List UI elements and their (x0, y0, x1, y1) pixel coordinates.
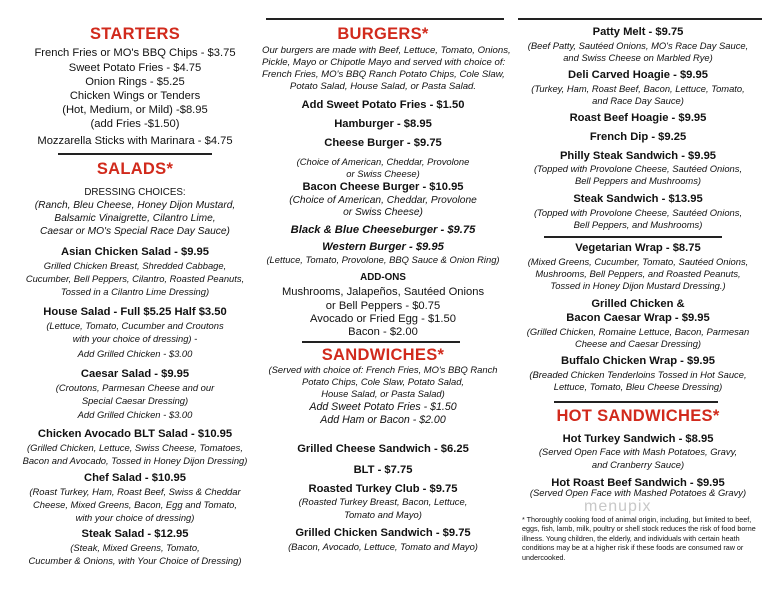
menu-item: House Salad - Full $5.25 Half $3.50 (43, 306, 227, 318)
sandwiches-intro: House Salad, or Pasta Salad) (321, 388, 445, 399)
menu-item: Chicken Avocado BLT Salad - $10.95 (37, 428, 233, 440)
item-description: (Grilled Chicken, Lettuce, Swiss Cheese, Tomatoes, (27, 442, 243, 453)
item-description: Tossed in a Cilantro Lime Dressing) (60, 286, 210, 297)
menu-item: Caesar Salad - $9.95 (80, 368, 190, 380)
divider (554, 401, 718, 403)
item-description: and Cranberry Sauce) (591, 459, 685, 470)
item-description: (Croutons, Parmesan Cheese and our (55, 382, 215, 393)
item-description: Bell Peppers and Mushrooms) (574, 175, 702, 186)
item-description: (Beef Patty, Sautéed Onions, MO's Race Day Sauce, (527, 40, 749, 51)
divider (302, 341, 460, 343)
divider (58, 153, 212, 155)
item-description: Special Caesar Dressing) (81, 395, 189, 406)
item-description: (Roasted Turkey Breast, Bacon, Lettuce, (298, 496, 468, 507)
menu-item: Add Sweet Potato Fries - $1.50 (301, 99, 465, 111)
menu-item: French Fries or MO's BBQ Chips - $3.75 (34, 47, 236, 59)
addon-item: Avocado or Fried Egg - $1.50 (310, 313, 456, 325)
divider (544, 236, 722, 238)
menu-item: Western Burger - $9.95 (322, 241, 444, 253)
item-description: (Choice of American, Cheddar, Provolone (296, 156, 470, 167)
item-description: (Breaded Chicken Tenderloins Tossed in Hot Sauce, (529, 369, 747, 380)
item-description: with your choice of dressing) (75, 512, 195, 523)
item-description: Cheese and Caesar Dressing) (574, 338, 702, 349)
starters-heading: STARTERS (89, 25, 181, 43)
item-description: and Swiss Cheese on Marbled Rye) (563, 52, 713, 63)
item-description: (Mixed Greens, Cucumber, Tomato, Sautéed Onions, (527, 256, 749, 267)
menu-item: French Dip - $9.25 (589, 131, 687, 143)
menu-item: (add Fries -$1.50) (90, 118, 180, 130)
menu-item: Chicken Wings or Tenders (69, 90, 201, 102)
menu-item: Vegetarian Wrap - $8.75 (575, 242, 701, 254)
item-description: Cucumber, Bell Peppers, Cilantro, Roasted Peanuts, (25, 273, 245, 284)
sandwiches-addon: Add Ham or Bacon - $2.00 (320, 414, 446, 426)
menu-item: (Hot, Medium, or Mild) -$8.95 (62, 104, 208, 116)
item-description: (Served Open Face with Mash Potatoes, Gravy, (538, 446, 738, 457)
menu-item: Black & Blue Cheeseburger - $9.75 (290, 224, 476, 236)
menu-item: Grilled Cheese Sandwich - $6.25 (297, 443, 469, 455)
item-description: (Lettuce, Tomato, Provolone, BBQ Sauce & Onion Ring) (266, 254, 500, 265)
menu-item: Sweet Potato Fries - $4.75 (68, 62, 202, 74)
item-description: Lettuce, Tomato, Bleu Cheese Dressing) (553, 381, 723, 392)
salads-heading: SALADS* (96, 160, 174, 178)
menu-item: Patty Melt - $9.75 (592, 26, 684, 38)
item-description: Cheese, Mixed Greens, Bacon, Egg and Tomato, (33, 499, 237, 510)
dressing-list: Caesar or MO's Special Race Day Sauce) (40, 226, 230, 237)
burgers-intro: French Fries, MO's BBQ Ranch Potato Chips, Cole Slaw, (262, 69, 505, 80)
divider (266, 18, 504, 20)
menu-item: Grilled Chicken & (591, 298, 685, 310)
item-description: (Topped with Provolone Cheese, Sautéed Onions, (533, 163, 743, 174)
item-description: (Steak, Mixed Greens, Tomato, (70, 542, 200, 553)
burgers-intro: Potato Salad, House Salad, or Pasta Salad. (289, 81, 477, 92)
sandwiches-intro: Potato Chips, Cole Slaw, Potato Salad, (301, 376, 465, 387)
hot-sandwiches-heading: HOT SANDWICHES* (556, 407, 720, 425)
menu-item: Hot Turkey Sandwich - $8.95 (562, 433, 714, 445)
item-description: (Turkey, Ham, Roast Beef, Bacon, Lettuce, Tomato, (531, 83, 745, 94)
menu-item: Philly Steak Sandwich - $9.95 (559, 150, 717, 162)
addons-heading: ADD-ONS (360, 272, 406, 283)
menu-item: Asian Chicken Salad - $9.95 (61, 246, 209, 258)
menu-item: Bacon Caesar Wrap - $9.95 (566, 312, 710, 324)
item-description: Bell Peppers, and Mushrooms) (573, 219, 703, 230)
item-description: (Roast Turkey, Ham, Roast Beef, Swiss & Cheddar (29, 486, 241, 497)
menu-item: Deli Carved Hoagie - $9.95 (568, 69, 708, 81)
item-description: Add Grilled Chicken - $3.00 (77, 409, 193, 420)
menu-item: Hamburger - $8.95 (334, 118, 432, 130)
burgers-intro: Our burgers are made with Beef, Lettuce, Tomato, Onions, (262, 45, 511, 56)
item-description: or Swiss Cheese) (346, 168, 420, 179)
food-safety-footnote: * Thoroughly cooking food of animal origin, including, but limited to beef, eggs, fish, lamb, milk, poultry or shell stock reduces the risk of food borne illness. Young children, the elderly, and individuals with certain heath conditions may be at a higher risk if these foods are consumed raw or undercooked. (522, 515, 756, 562)
burgers-intro: Pickle, Mayo or Chipotle Mayo and served with choice of: (262, 57, 506, 68)
item-description: (Lettuce, Tomato, Cucumber and Croutons (46, 320, 224, 331)
menu-item: Bacon Cheese Burger - $10.95 (302, 181, 464, 193)
item-description: Tomato and Mayo) (344, 509, 422, 520)
item-description: and Race Day Sauce) (592, 95, 684, 106)
item-description: (Grilled Chicken, Romaine Lettuce, Bacon, Parmesan (526, 326, 750, 337)
sandwiches-intro: (Served with choice of: French Fries, MO's BBQ Ranch (268, 364, 498, 375)
addon-item: Bacon - $2.00 (348, 326, 418, 338)
menu-item: Steak Salad - $12.95 (81, 528, 189, 540)
item-description: Bacon and Avocado, Tossed in Honey Dijon Dressing) (22, 455, 248, 466)
divider (518, 18, 762, 20)
addon-item: Mushrooms, Jalapeños, Sautéed Onions (281, 286, 485, 298)
sandwiches-addon: Add Sweet Potato Fries - $1.50 (309, 401, 457, 413)
item-description: Tossed in Honey Dijon Mustard Dressing.) (550, 280, 726, 291)
menu-item: Mozzarella Sticks with Marinara - $4.75 (37, 135, 233, 147)
menu-item: Roasted Turkey Club - $9.75 (308, 483, 458, 495)
watermark: menupix (584, 498, 652, 515)
menu-item: BLT - $7.75 (353, 464, 413, 476)
menu-item: Cheese Burger - $9.75 (324, 137, 442, 149)
item-description: Grilled Chicken Breast, Shredded Cabbage, (43, 260, 227, 271)
item-description: Add Grilled Chicken - $3.00 (77, 348, 193, 359)
menu-item: Hot Roast Beef Sandwich - $9.95 (551, 477, 725, 489)
menu-item: Onion Rings - $5.25 (85, 76, 185, 88)
dressing-list: Balsamic Vinaigrette, Cilantro Lime, (54, 213, 216, 224)
sandwiches-heading: SANDWICHES* (321, 346, 445, 364)
item-description: (Choice of American, Cheddar, Provolone (289, 195, 477, 206)
dressing-list: (Ranch, Bleu Cheese, Honey Dijon Mustard, (34, 200, 236, 211)
item-description: Cucumber & Onions, with Your Choice of Dressing) (28, 555, 242, 566)
dressing-title: DRESSING CHOICES: (84, 187, 186, 198)
item-description: (Bacon, Avocado, Lettuce, Tomato and Mayo) (288, 541, 478, 552)
menu-item: Buffalo Chicken Wrap - $9.95 (561, 355, 715, 367)
item-description: or Swiss Cheese) (343, 207, 423, 218)
item-description: (Topped with Provolone Cheese, Sautéed Onions, (533, 207, 743, 218)
menu-item: Grilled Chicken Sandwich - $9.75 (295, 527, 471, 539)
menu-item: Roast Beef Hoagie - $9.95 (569, 112, 707, 124)
addon-item: or Bell Peppers - $0.75 (325, 300, 441, 312)
menu-item: Steak Sandwich - $13.95 (573, 193, 703, 205)
item-description: (Served Open Face with Mashed Potatoes & Gravy) (529, 487, 747, 498)
item-description: Mushrooms, Bell Peppers, and Roasted Peanuts, (535, 268, 741, 279)
menu-item: Chef Salad - $10.95 (84, 472, 186, 484)
item-description: with your choice of dressing) - (72, 333, 198, 344)
burgers-heading: BURGERS* (337, 25, 429, 43)
